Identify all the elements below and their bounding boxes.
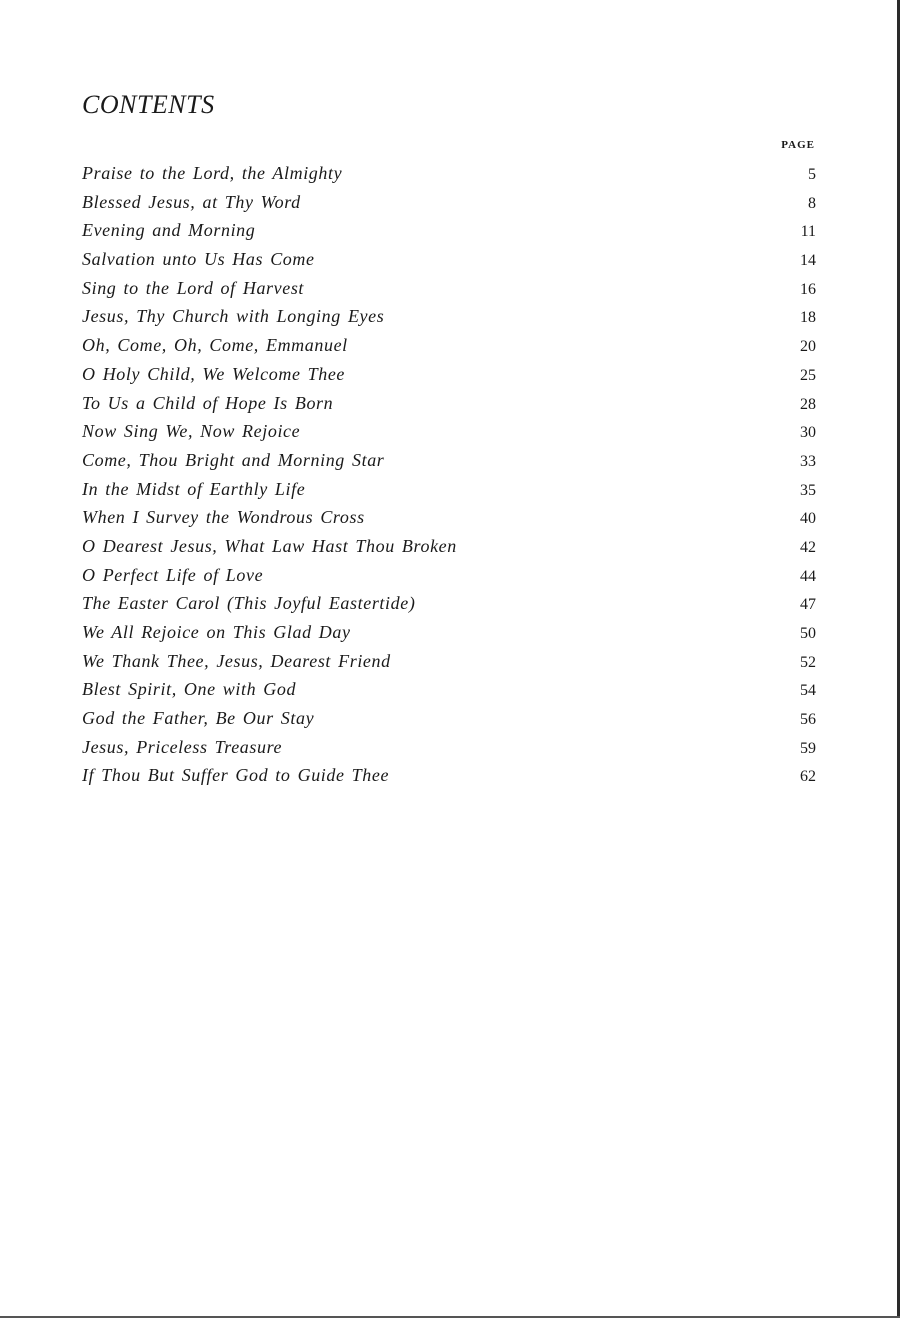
toc-entry-title: O Perfect Life of Love xyxy=(82,564,264,585)
toc-entry-title: We Thank Thee, Jesus, Dearest Friend xyxy=(82,650,391,671)
toc-entry-title: To Us a Child of Hope Is Born xyxy=(82,392,334,413)
toc-entry-page-number: 28 xyxy=(800,395,816,413)
toc-entry xyxy=(82,216,816,245)
toc-entry-title: The Easter Carol (This Joyful Eastertide) xyxy=(82,593,416,614)
toc-entry-title: Jesus, Priceless Treasure xyxy=(82,736,283,757)
toc-entry-title: In the Midst of Earthly Life xyxy=(82,478,306,499)
toc-entry-title: Evening and Morning xyxy=(82,220,256,241)
toc-entry-title: When I Survey the Wondrous Cross xyxy=(82,507,365,528)
toc-entry xyxy=(82,446,816,475)
table-of-contents xyxy=(82,159,816,790)
toc-entry xyxy=(82,503,816,532)
toc-entry-page-number: 33 xyxy=(800,452,816,470)
toc-entry-page-number: 20 xyxy=(800,338,816,356)
toc-entry-page-number: 40 xyxy=(800,510,816,528)
toc-entry-page-number: 47 xyxy=(800,596,816,614)
toc-entry-page-number: 62 xyxy=(800,768,816,786)
toc-entry-title: Now Sing We, Now Rejoice xyxy=(82,421,301,442)
toc-entry-page-number: 44 xyxy=(800,567,816,585)
toc-entry-title: Blessed Jesus, at Thy Word xyxy=(82,191,301,212)
toc-entry-page-number: 8 xyxy=(808,194,816,212)
toc-entry xyxy=(82,245,816,274)
toc-entry xyxy=(82,274,816,303)
toc-entry xyxy=(82,331,816,360)
toc-entry-page-number: 35 xyxy=(800,481,816,499)
toc-entry-title: Praise to the Lord, the Almighty xyxy=(82,163,343,183)
toc-entry-page-number: 5 xyxy=(808,166,816,183)
toc-entry-title: God the Father, Be Our Stay xyxy=(82,708,315,729)
toc-entry xyxy=(82,475,816,504)
toc-entry-title: Jesus, Thy Church with Longing Eyes xyxy=(82,306,385,327)
toc-entry-page-number: 42 xyxy=(800,538,816,556)
toc-entry-title: O Holy Child, We Welcome Thee xyxy=(82,363,346,384)
toc-entry xyxy=(82,360,816,389)
toc-entry xyxy=(82,417,816,446)
page-column-label: PAGE xyxy=(781,139,815,151)
toc-entry-page-number: 18 xyxy=(800,309,816,327)
toc-entry-title: If Thou But Suffer God to Guide Thee xyxy=(82,765,390,786)
toc-entry xyxy=(82,389,816,418)
contents-heading: CONTENTS xyxy=(82,90,215,119)
toc-entry xyxy=(82,561,816,590)
toc-entry-title: Blest Spirit, One with God xyxy=(82,679,297,700)
toc-entry xyxy=(82,761,816,790)
toc-entry-page-number: 54 xyxy=(800,682,816,700)
toc-entry-page-number: 14 xyxy=(800,252,816,270)
toc-entry xyxy=(82,618,816,647)
toc-entry xyxy=(82,302,816,331)
toc-entry xyxy=(82,589,816,618)
toc-entry xyxy=(82,733,816,762)
toc-entry-page-number: 11 xyxy=(800,223,816,241)
toc-entry xyxy=(82,704,816,733)
toc-entry-page-number: 59 xyxy=(800,739,816,757)
toc-entry xyxy=(82,532,816,561)
toc-entry-title: O Dearest Jesus, What Law Hast Thou Broken xyxy=(82,535,457,556)
toc-entry xyxy=(82,675,816,704)
toc-entry xyxy=(82,188,816,217)
toc-entry-title: Oh, Come, Oh, Come, Emmanuel xyxy=(82,335,348,356)
toc-entry-page-number: 30 xyxy=(800,424,816,442)
toc-entry-page-number: 50 xyxy=(800,625,816,642)
toc-entry-title: We All Rejoice on This Glad Day xyxy=(82,622,351,642)
toc-entry-page-number: 25 xyxy=(800,366,816,384)
toc-entry xyxy=(82,647,816,676)
toc-entry-title: Sing to the Lord of Harvest xyxy=(82,277,305,298)
toc-entry xyxy=(82,159,816,188)
toc-entry-page-number: 52 xyxy=(800,653,816,671)
toc-entry-title: Salvation unto Us Has Come xyxy=(82,249,315,270)
toc-entry-page-number: 16 xyxy=(800,280,816,298)
toc-entry-title: Come, Thou Bright and Morning Star xyxy=(82,449,385,470)
toc-entry-page-number: 56 xyxy=(800,711,816,729)
